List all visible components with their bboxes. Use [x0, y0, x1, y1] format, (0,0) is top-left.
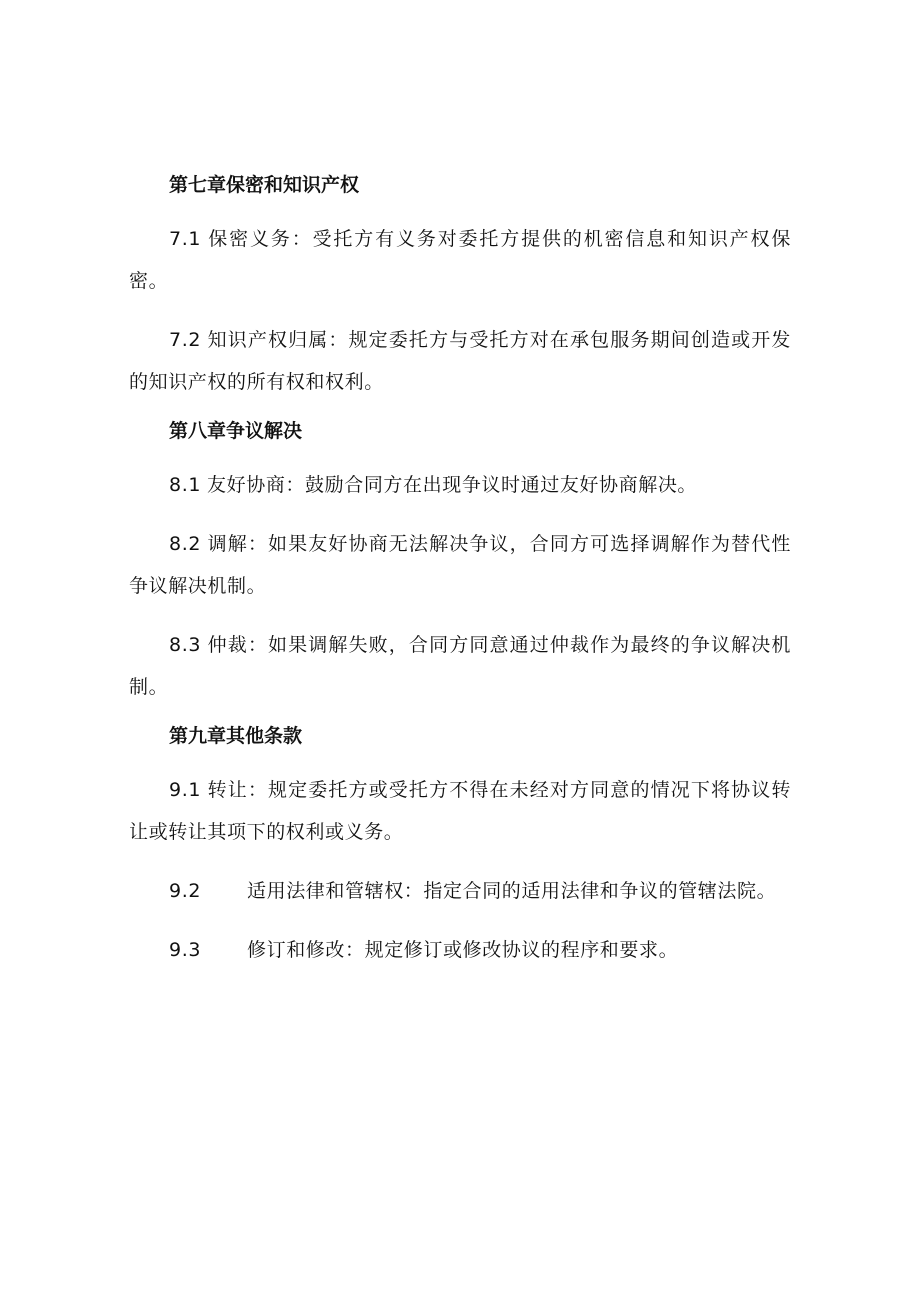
clause-number: 9.2 — [169, 880, 202, 902]
clause-text: 调解：如果友好协商无法解决争议，合同方可选择调解作为替代性争议解决机制。 — [129, 533, 791, 597]
clause-text: 适用法律和管辖权：指定合同的适用法律和争议的管辖法院。 — [247, 880, 777, 902]
clause-number: 7.2 — [169, 329, 202, 351]
document-body — [129, 168, 791, 971]
clause-number: 9.3 — [169, 939, 202, 961]
clause-text: 友好协商：鼓励合同方在出现争议时通过友好协商解决。 — [207, 474, 698, 496]
clause-number: 9.1 — [169, 779, 202, 801]
chapter-7-title: 第七章保密和知识产权 — [169, 174, 360, 196]
chapter-9-title: 第九章其他条款 — [169, 725, 303, 747]
clause-8-1 — [129, 464, 791, 506]
clause-9-1 — [129, 769, 791, 853]
clause-text: 知识产权归属：规定委托方与受托方对在承包服务期间创造或开发的知识产权的所有权和权利。 — [129, 329, 791, 393]
clause-number: 8.3 — [169, 634, 202, 656]
clause-7-2 — [129, 319, 791, 403]
clause-text: 仲裁：如果调解失败，合同方同意通过仲裁作为最终的争议解决机制。 — [129, 634, 791, 698]
clause-text: 修订和修改：规定修订或修改协议的程序和要求。 — [247, 939, 679, 961]
clause-7-1 — [129, 218, 791, 302]
clause-text: 转让：规定委托方或受托方不得在未经对方同意的情况下将协议转让或转让其项下的权利或义务。 — [129, 779, 791, 843]
clause-number: 8.2 — [169, 533, 202, 555]
clause-8-3 — [129, 624, 791, 708]
clause-9-3 — [129, 929, 791, 971]
chapter-8-title: 第八章争议解决 — [169, 420, 303, 442]
clause-number: 7.1 — [169, 228, 202, 250]
clause-number: 8.1 — [169, 474, 202, 496]
clause-8-2 — [129, 523, 791, 607]
clause-9-2 — [129, 870, 791, 912]
clause-text: 保密义务：受托方有义务对委托方提供的机密信息和知识产权保密。 — [129, 228, 791, 292]
